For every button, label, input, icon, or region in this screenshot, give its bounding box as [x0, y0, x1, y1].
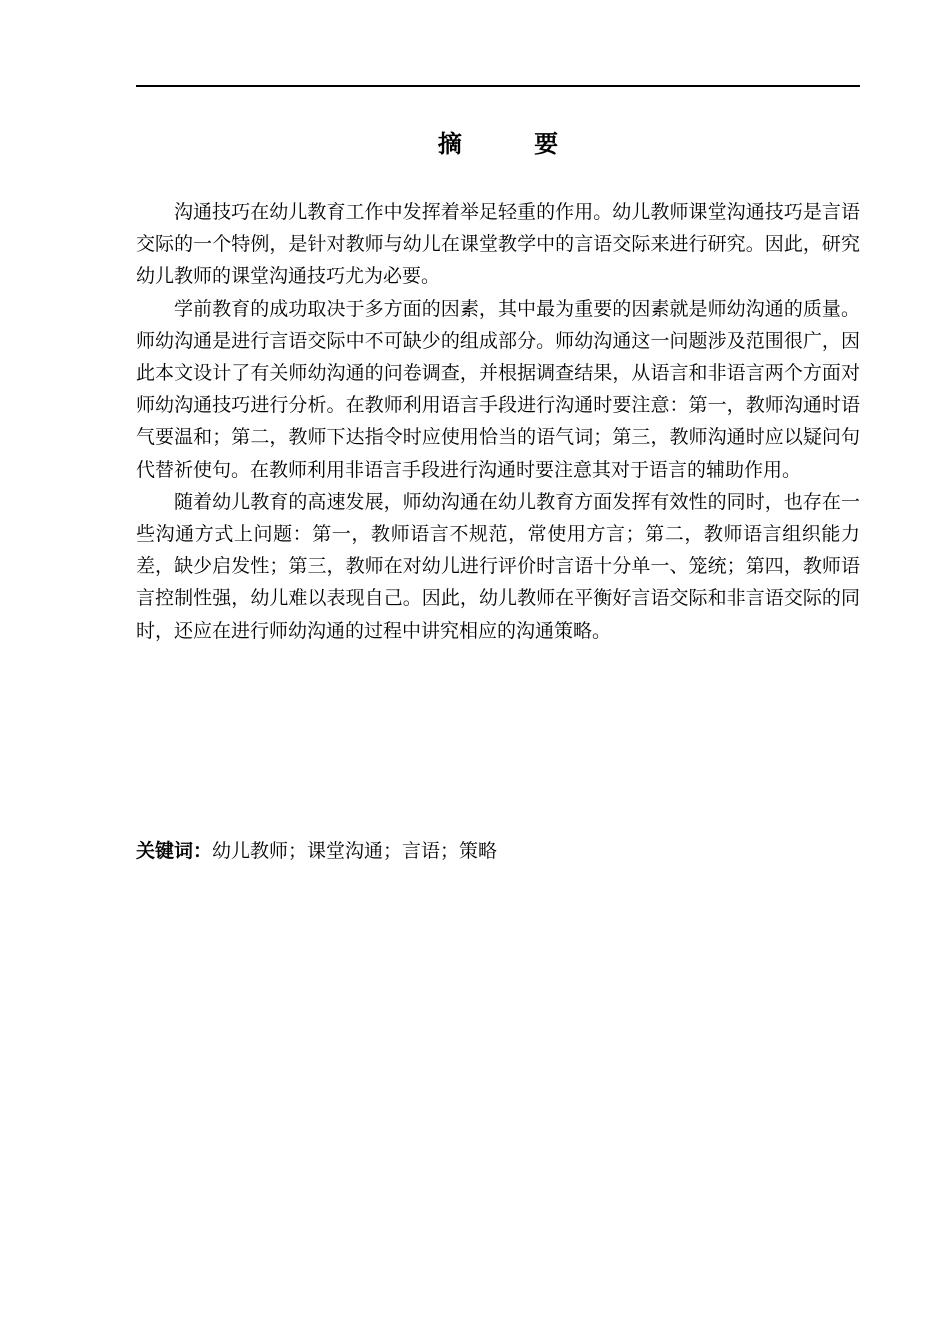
abstract-paragraph: 沟通技巧在幼儿教育工作中发挥着举足轻重的作用。幼儿教师课堂沟通技巧是言语交际的一个特例，是针对教师与幼儿在课堂教学中的言语交际来进行研究。因此，研究幼儿教师的课堂沟通技巧尤为必要。 — [136, 201, 860, 288]
abstract-paragraph: 随着幼儿教育的高速发展，师幼沟通在幼儿教育方面发挥有效性的同时，也存在一些沟通方式上问题：第一，教师语言不规范，常使用方言；第二，教师语言组织能力差，缺少启发性；第三，教师在对幼儿进行评价时言语十分单一、笼统；第四，教师语言控制性强，幼儿难以表现自己。因此，幼儿教师在平衡好言语交际和非言语交际的同时，还应在进行师幼沟通的过程中讲究相应的沟通策略。 — [136, 490, 860, 642]
keywords-value: 幼儿教师；课堂沟通；言语；策略 — [212, 840, 498, 862]
abstract-paragraph: 学前教育的成功取决于多方面的因素，其中最为重要的因素就是师幼沟通的质量。师幼沟通是进行言语交际中不可缺少的组成部分。师幼沟通这一问题涉及范围很广，因此本文设计了有关师幼沟通的问卷调查，并根据调查结果，从语言和非语言两个方面对师幼沟通技巧进行分析。在教师利用语言手段进行沟通时要注意：第一，教师沟通时语气要温和；第二，教师下达指令时应使用恰当的语气词；第三，教师沟通时应以疑问句代替祈使句。在教师利用非语言手段进行沟通时要注意其对于语言的辅助作用。 — [136, 297, 860, 481]
abstract-title-text: 摘 要 — [437, 130, 591, 158]
abstract-body — [136, 196, 860, 647]
header-rule — [136, 85, 860, 87]
abstract-title — [136, 128, 860, 160]
keywords-line — [136, 835, 860, 867]
keywords-label: 关键词： — [136, 840, 213, 862]
